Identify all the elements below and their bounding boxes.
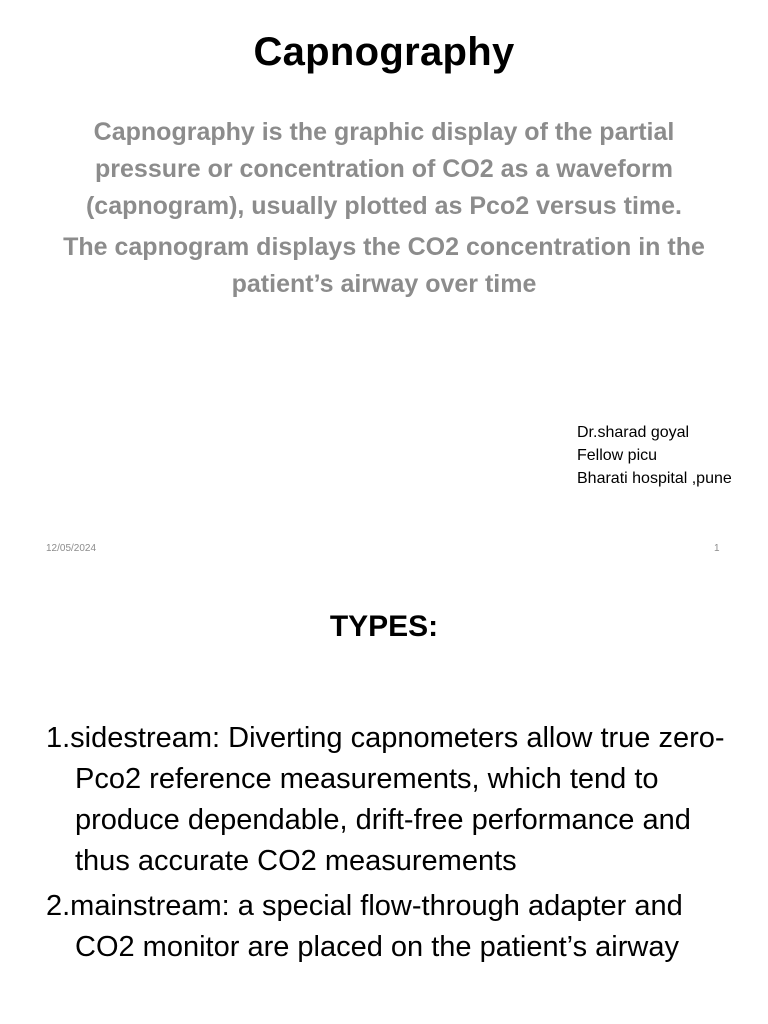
subtitle-paragraph: The capnogram displays the CO2 concentration in the patient’s airway over time — [63, 233, 705, 298]
slide-number: 1 — [714, 543, 720, 554]
author-affiliation: Bharati hospital ,pune — [577, 470, 732, 487]
author-name: Dr.sharad goyal — [577, 424, 690, 441]
list-item: 2.mainstream: a special flow-through adapter and CO2 monitor are placed on the patient’s airway — [46, 890, 683, 963]
footer-date: 12/05/2024 — [46, 543, 97, 554]
slide-title: Capnography — [253, 30, 515, 74]
author-block — [577, 421, 732, 490]
types-list — [46, 718, 726, 972]
author-role: Fellow picu — [577, 447, 658, 464]
slide-2 — [0, 576, 768, 1024]
slide-title: TYPES: — [329, 610, 439, 643]
subtitle-paragraph: Capnography is the graphic display of the partial pressure or concentration of CO2 as a waveform (capnogram), usually plotted as Pco2 versus time. — [85, 118, 682, 220]
list-item: 1.sidestream: Diverting capnometers allow true zero-Pco2 reference measurements, which tend to produce dependable, drift-free performance and thus accurate CO2 measurements — [46, 722, 725, 877]
slide-subtitle — [60, 114, 708, 303]
